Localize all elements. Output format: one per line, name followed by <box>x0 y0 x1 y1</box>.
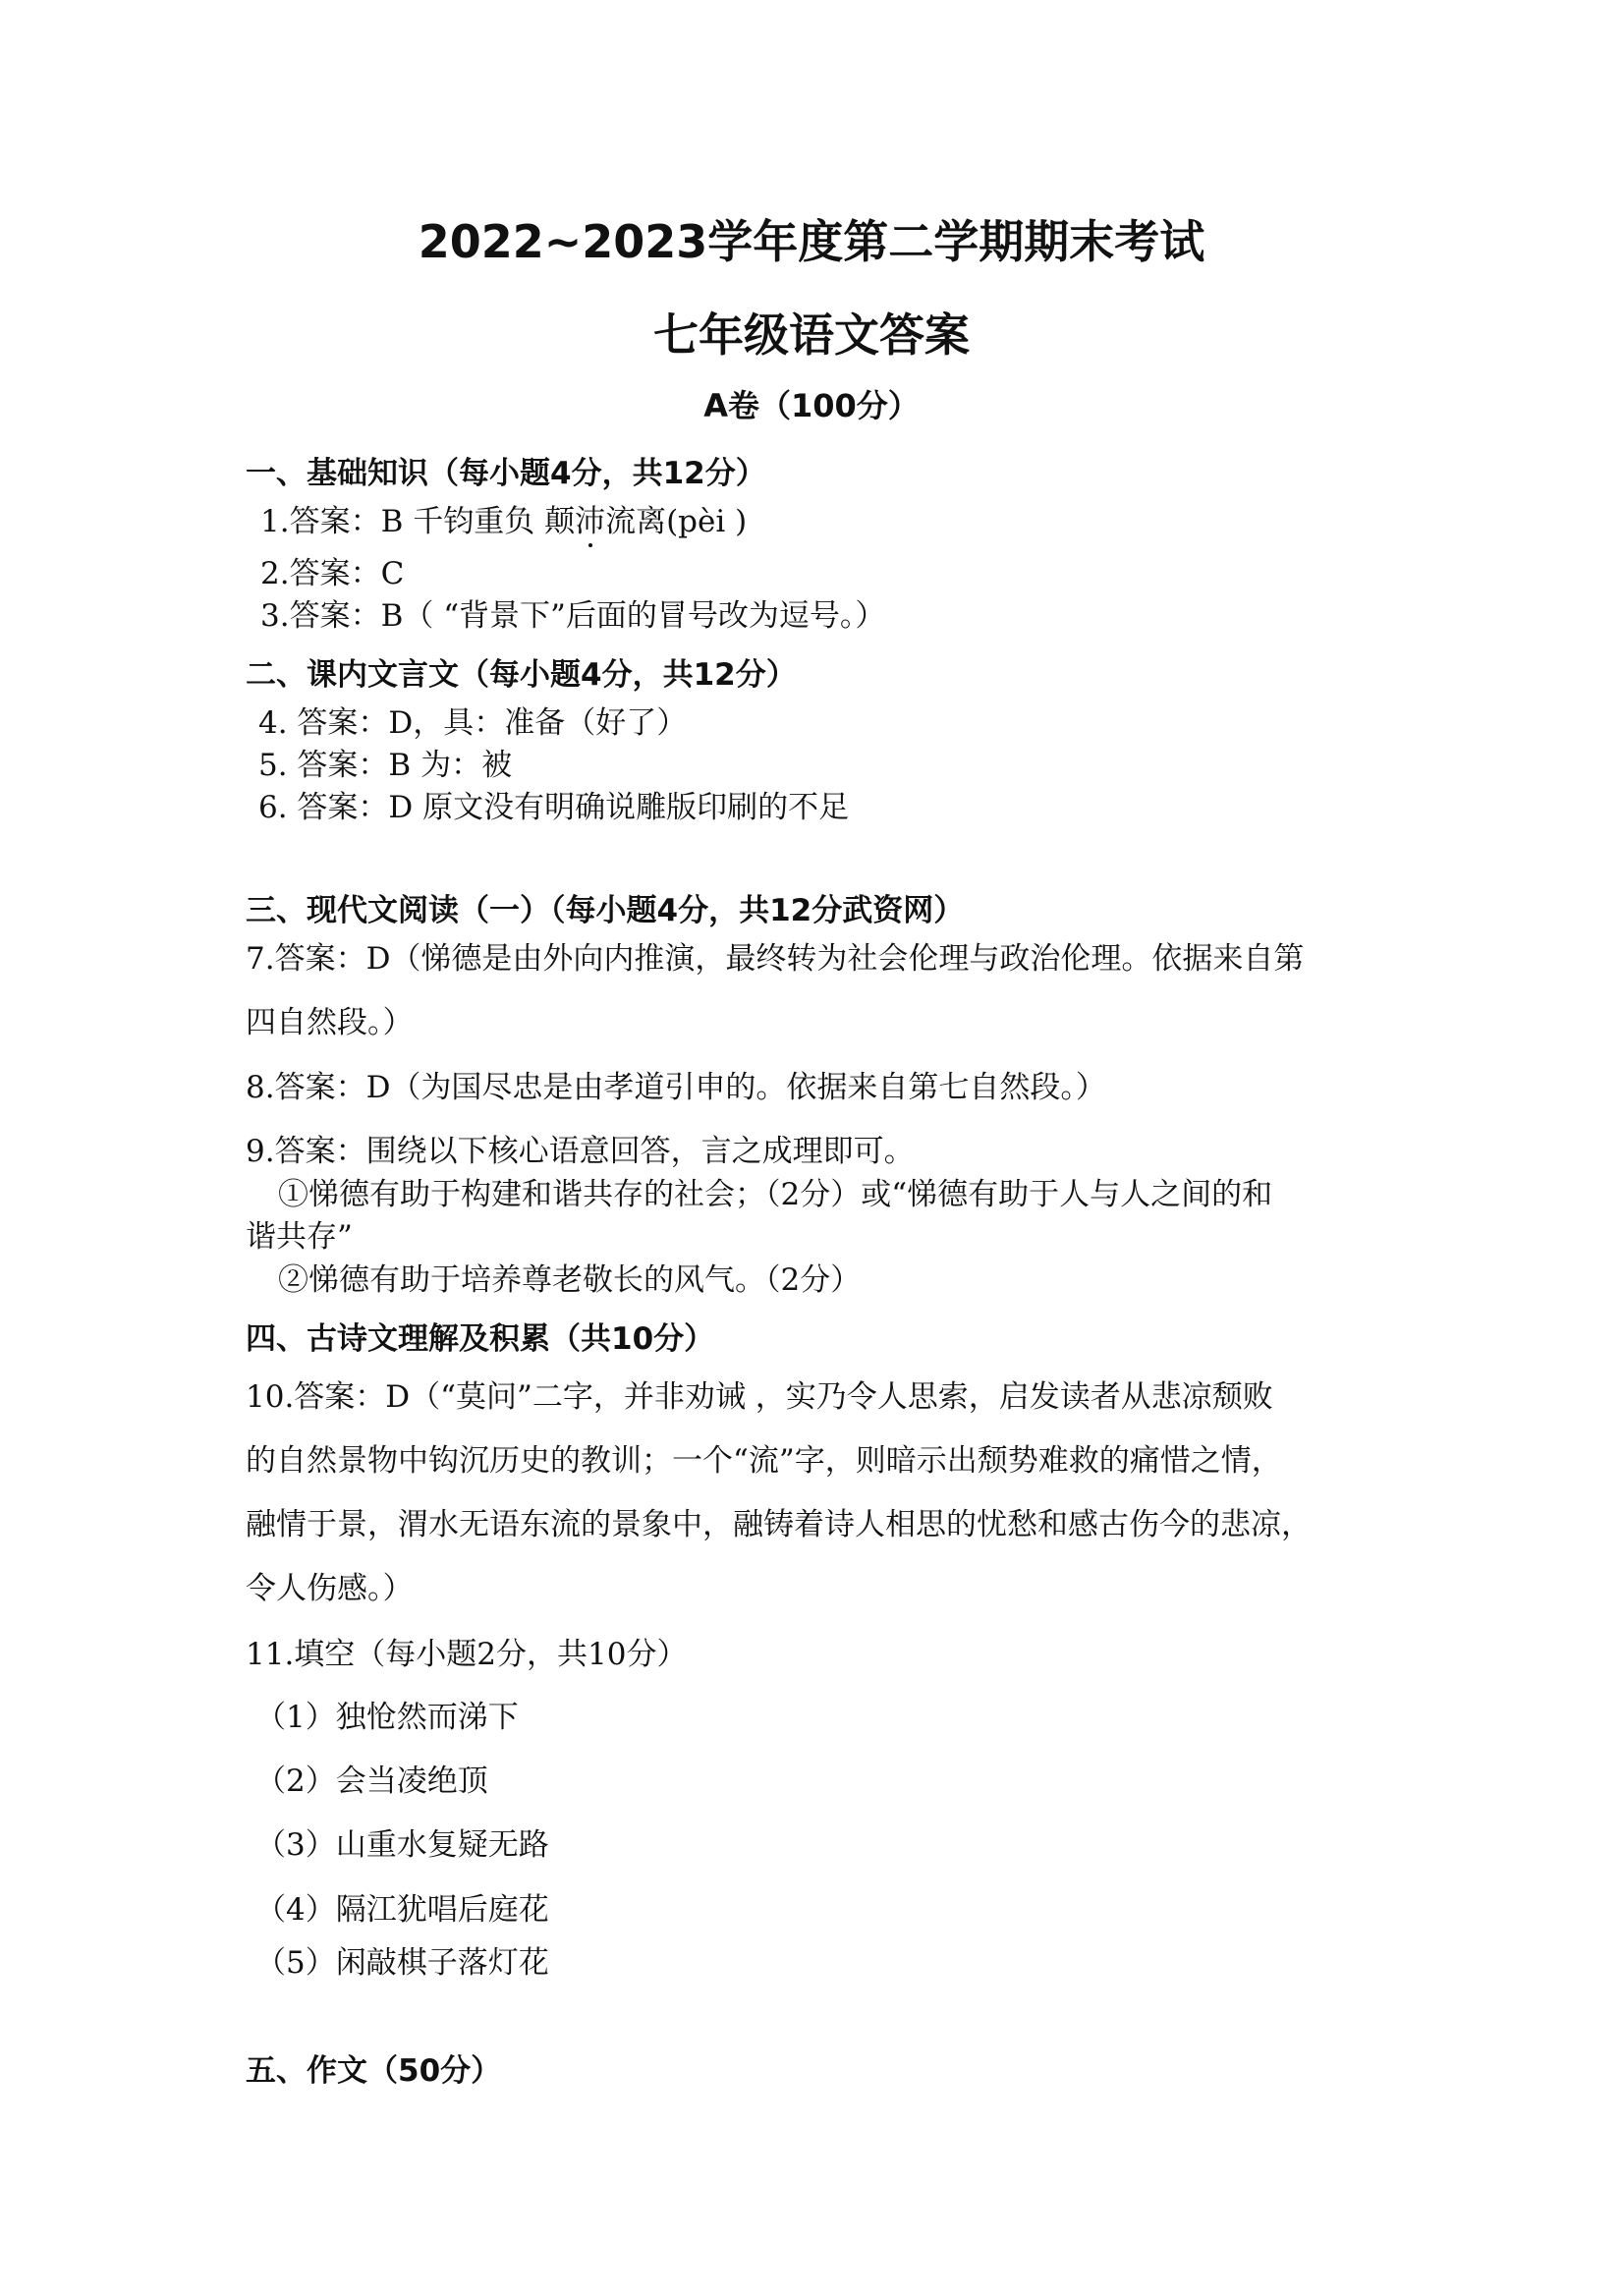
answer-q1-dotted-char: 沛 <box>575 504 606 539</box>
answer-q6: 6. 答案：D 原文没有明确说雕版印刷的不足 <box>258 790 850 825</box>
answer-q7-line2: 四自然段。） <box>246 1005 414 1040</box>
answer-q5: 5. 答案：B 为：被 <box>258 748 513 783</box>
section5-heading: 五、作文（50分） <box>246 2053 502 2089</box>
answer-q2: 2.答案：C <box>260 556 405 591</box>
fill-item-1: （1）独怆然而涕下 <box>255 1700 519 1735</box>
answer-q9-line2: ①悌德有助于构建和谐共存的社会；（2分）或“悌德有助于人与人之间的和 <box>278 1177 1273 1212</box>
answer-q4: 4. 答案：D，具：准备（好了） <box>258 705 688 741</box>
fill-item-3: （3）山重水复疑无路 <box>255 1827 549 1863</box>
fill-item-2: （2）会当凌绝顶 <box>255 1764 488 1799</box>
exam-subtitle: 七年级语文答案 <box>653 308 970 362</box>
answer-q1-suffix: 流离(pèi ) <box>605 504 748 539</box>
answer-q10-line2: 的自然景物中钩沉历史的教训；一个“流”字，则暗示出颓势难救的痛惜之情， <box>246 1443 1282 1479</box>
section2-heading: 二、课内文言文（每小题4分，共12分） <box>246 657 797 693</box>
fill-item-5: （5）闲敲棋子落灯花 <box>255 1945 549 1981</box>
paper-a-label: A卷（100分） <box>703 387 920 424</box>
answer-q10-line4: 令人伤感。） <box>246 1571 414 1606</box>
answer-q9-line1: 9.答案：围绕以下核心语意回答，言之成理即可。 <box>246 1134 915 1169</box>
answer-q8: 8.答案：D（为国尽忠是由孝道引申的。依据来自第七自然段。） <box>246 1070 1106 1105</box>
section4-heading: 四、古诗文理解及积累（共10分） <box>246 1321 715 1357</box>
answer-q9-line3: 谐共存” <box>246 1219 353 1255</box>
answer-q1-prefix: 1.答案：B 千钧重负 颠 <box>260 504 576 539</box>
answer-q3: 3.答案：B（ “背景下”后面的冒号改为逗号。） <box>260 598 886 634</box>
fill-item-4: （4）隔江犹唱后庭花 <box>255 1892 549 1928</box>
answer-q7-line1: 7.答案：D（悌德是由外向内推演，最终转为社会伦理与政治伦理。依据来自第 <box>246 941 1305 977</box>
exam-title: 2022~2023学年度第二学期期末考试 <box>418 215 1205 268</box>
answer-q1 <box>260 502 747 541</box>
section3-heading: 三、现代文阅读（一）（每小题4分，共12分武资网） <box>246 893 965 928</box>
answer-q9-line4: ②悌德有助于培养尊老敬长的风气。（2分） <box>278 1262 862 1298</box>
section1-heading: 一、基础知识（每小题4分，共12分） <box>246 456 766 491</box>
answer-q10-line1: 10.答案：D（“莫问”二字，并非劝诫 ，实乃令人思索，启发读者从悲凉颓败 <box>246 1379 1273 1415</box>
answer-q11: 11.填空（每小题2分，共10分） <box>246 1637 688 1672</box>
answer-q10-line3: 融情于景，渭水无语东流的景象中，融铸着诗人相思的忧愁和感古伤今的悲凉， <box>246 1507 1312 1542</box>
